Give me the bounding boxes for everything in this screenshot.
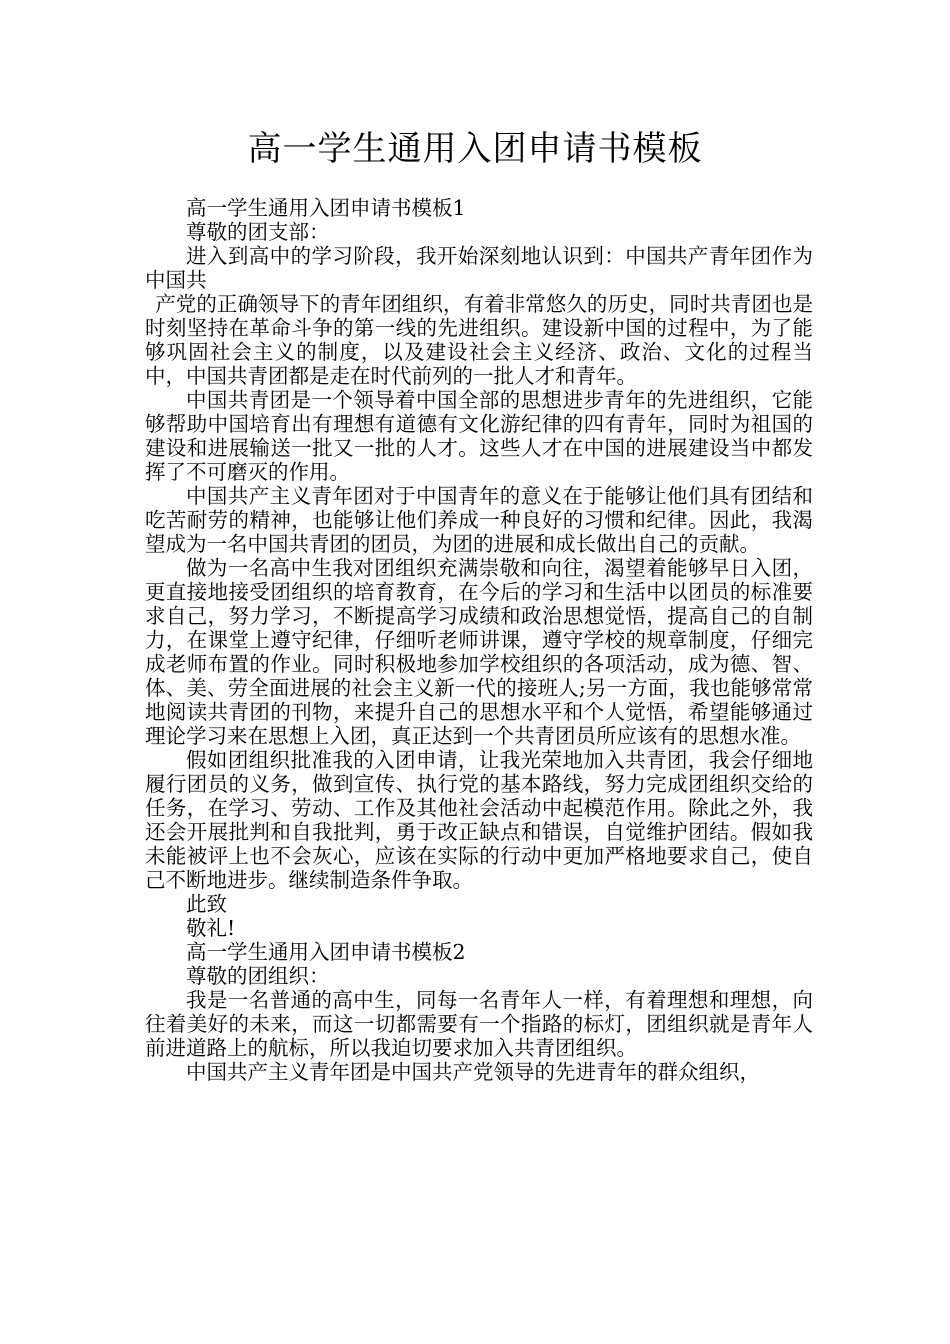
paragraph-section-heading-2: 高一学生通用入团申请书模板2 xyxy=(186,940,466,964)
paragraph-intro-continued: 产党的正确领导下的青年团组织，有着非常悠久的历史，同时共青团也是时刻坚持在革命斗争的第一线的先进组织。建设新中国的过程中，为了能够巩固社会主义的制度，以及建设社会主义经济、政治、文化的过程当中，中国共青团都是走在时代前列的一批人才和青年。 xyxy=(145,292,813,388)
paragraph-body: 假如团组织批准我的入团申请，让我光荣地加入共青团，我会仔细地履行团员的义务，做到宣传、执行党的基本路线，努力完成团组织交给的任务，在学习、劳动、工作及其他社会活动中起模范作用。除此之外，我还会开展批判和自我批判，勇于改正缺点和错误，自觉维护团结。假如我未能被评上也不会灰心，应该在实际的行动中更加严格地要求自己，使自己不断地进步。继续制造条件争取。 xyxy=(145,748,813,892)
paragraph-intro-line: 进入到高中的学习阶段，我开始深刻地认识到：中国共产青年团作为中国共 xyxy=(145,244,813,292)
paragraph-body: 我是一名普通的高中生，同每一名青年人一样，有着理想和理想，向往着美好的未来，而这一切都需要有一个指路的标灯，团组织就是青年人前进道路上的航标，所以我迫切要求加入共青团组织。 xyxy=(145,988,813,1060)
paragraph-salutation-1: 尊敬的团支部： xyxy=(186,220,330,244)
paragraph-body: 中国共青团是一个领导着中国全部的思想进步青年的先进组织，它能够帮助中国培育出有理想有道德有文化游纪律的四有青年，同时为祖国的建设和进展输送一批又一批的人才。这些人才在中国的进展建设当中都发挥了不可磨灭的作用。 xyxy=(145,388,813,484)
paragraph-body: 中国共产主义青年团对于中国青年的意义在于能够让他们具有团结和吃苦耐劳的精神，也能够让他们养成一种良好的习惯和纪律。因此，我渴望成为一名中国共青团的团员，为团的进展和成长做出自己的贡献。 xyxy=(145,484,813,556)
document-body xyxy=(145,196,813,1084)
paragraph-closing: 此致 xyxy=(186,892,227,916)
paragraph-section-heading-1: 高一学生通用入团申请书模板1 xyxy=(186,196,466,220)
document-title: 高一学生通用入团申请书模板 xyxy=(247,129,703,169)
paragraph-body: 做为一名高中生我对团组织充满崇敬和向往，渴望着能够早日入团，更直接地接受团组织的培育教育，在今后的学习和生活中以团员的标准要求自己，努力学习，不断提高学习成绩和政治思想觉悟，提高自己的自制力，在课堂上遵守纪律，仔细听老师讲课，遵守学校的规章制度，仔细完成老师布置的作业。同时积极地参加学校组织的各项活动，成为德、智、体、美、劳全面进展的社会主义新一代的接班人;另一方面，我也能够常常地阅读共青团的刊物，来提升自己的思想水平和个人觉悟，希望能够通过理论学习来在思想上入团，真正达到一个共青团员所应该有的思想水准。 xyxy=(145,556,813,748)
paragraph-closing-salute: 敬礼! xyxy=(186,916,236,940)
paragraph-body: 中国共产主义青年团是中国共产党领导的先进青年的群众组织， xyxy=(186,1060,760,1084)
paragraph-salutation-2: 尊敬的团组织： xyxy=(186,964,330,988)
